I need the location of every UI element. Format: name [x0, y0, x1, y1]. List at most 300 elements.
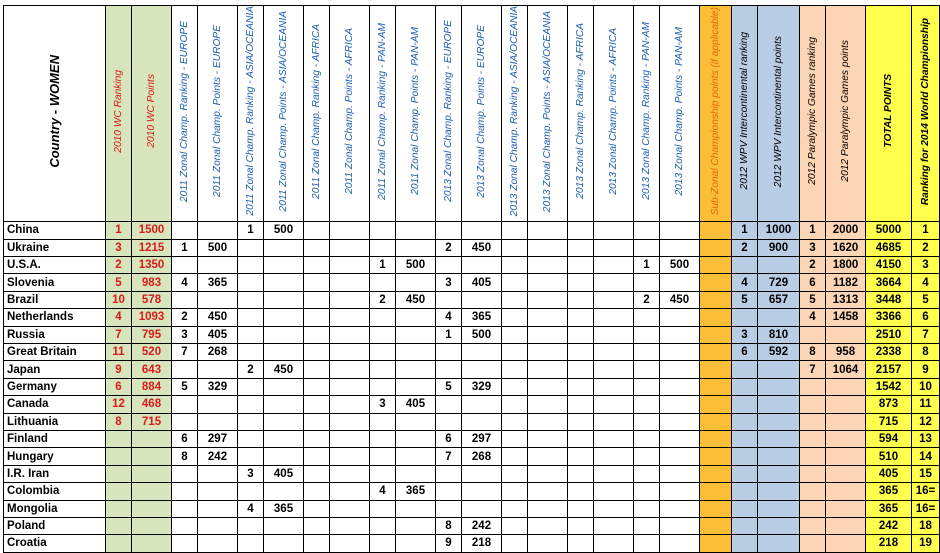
header-wc-rank: [106, 6, 132, 222]
para-rank-cell: 6: [800, 274, 826, 291]
total-cell: 2510: [866, 326, 912, 343]
wpv-rank-cell: [732, 378, 758, 395]
z11-pa-points-cell: [396, 517, 436, 534]
wpv-points-cell: 900: [758, 239, 800, 256]
z13-ao-rank-cell: [502, 430, 528, 447]
z11-eu-points-cell: 297: [198, 430, 238, 447]
z13-af-rank-cell: [568, 309, 594, 326]
z11-ao-rank-cell: [238, 535, 264, 552]
z13-af-points-cell: [594, 222, 634, 239]
z11-ao-points-cell: [264, 326, 304, 343]
z11-af-points-cell: [330, 222, 370, 239]
wpv-points-cell: 810: [758, 326, 800, 343]
para-rank-cell: 1: [800, 222, 826, 239]
z11-af-rank-cell: [304, 257, 330, 274]
z11-af-points-cell: [330, 483, 370, 500]
z11-af-points-cell: [330, 326, 370, 343]
z13-af-rank-cell: [568, 257, 594, 274]
z11-eu-rank-cell: 6: [172, 430, 198, 447]
subzonal-cell: [700, 465, 732, 482]
z11-ao-rank-cell: [238, 274, 264, 291]
z11-ao-rank-cell: 1: [238, 222, 264, 239]
wpv-points-cell: 729: [758, 274, 800, 291]
z13-eu-points-cell: [462, 465, 502, 482]
z13-af-points-cell: [594, 361, 634, 378]
z13-af-points-cell: [594, 291, 634, 308]
wc-rank-cell: [106, 465, 132, 482]
wpv-points-cell: [758, 309, 800, 326]
country-cell: Mongolia: [4, 500, 106, 517]
para-points-cell: 1800: [826, 257, 866, 274]
wpv-points-cell: [758, 517, 800, 534]
para-points-cell: [826, 326, 866, 343]
header-ranking: [912, 6, 940, 222]
header-z11-eu-rank-label: 2011 Zonal Champ. Ranking - EUROPE: [179, 20, 190, 202]
wpv-points-cell: [758, 413, 800, 430]
para-rank-cell: 5: [800, 291, 826, 308]
z11-af-rank-cell: [304, 274, 330, 291]
header-z13-af-points: [594, 6, 634, 222]
z11-pa-rank-cell: [370, 239, 396, 256]
z11-pa-points-cell: [396, 500, 436, 517]
para-rank-cell: [800, 448, 826, 465]
z11-pa-rank-cell: 2: [370, 291, 396, 308]
z11-eu-rank-cell: [172, 535, 198, 552]
z13-af-points-cell: [594, 430, 634, 447]
z11-pa-points-cell: [396, 326, 436, 343]
para-points-cell: 1620: [826, 239, 866, 256]
ranking-cell: 4: [912, 274, 940, 291]
z11-ao-rank-cell: [238, 378, 264, 395]
header-z11-af-rank: [304, 6, 330, 222]
header-total-label: TOTAL POINTS: [883, 74, 894, 148]
header-wc-points: [132, 6, 172, 222]
z13-pa-points-cell: [660, 326, 700, 343]
z13-pa-rank-cell: 2: [634, 291, 660, 308]
wc-rank-cell: 8: [106, 413, 132, 430]
z13-af-points-cell: [594, 239, 634, 256]
z13-eu-rank-cell: 6: [436, 430, 462, 447]
z13-eu-points-cell: [462, 500, 502, 517]
header-wpv-points: [758, 6, 800, 222]
z11-pa-rank-cell: [370, 517, 396, 534]
z13-ao-points-cell: [528, 500, 568, 517]
wpv-rank-cell: [732, 396, 758, 413]
subzonal-cell: [700, 413, 732, 430]
table-row: [4, 222, 940, 239]
z13-af-rank-cell: [568, 500, 594, 517]
z11-eu-points-cell: [198, 500, 238, 517]
header-z13-pa-points: [660, 6, 700, 222]
wc-points-cell: 715: [132, 413, 172, 430]
total-cell: 4685: [866, 239, 912, 256]
z11-af-points-cell: [330, 500, 370, 517]
z13-eu-points-cell: 297: [462, 430, 502, 447]
z13-pa-rank-cell: [634, 500, 660, 517]
z13-pa-points-cell: [660, 500, 700, 517]
para-rank-cell: [800, 535, 826, 552]
z13-pa-points-cell: [660, 222, 700, 239]
z13-eu-rank-cell: 7: [436, 448, 462, 465]
z13-eu-points-cell: [462, 257, 502, 274]
z13-pa-rank-cell: [634, 361, 660, 378]
z13-ao-points-cell: [528, 448, 568, 465]
subzonal-cell: [700, 500, 732, 517]
z11-af-points-cell: [330, 517, 370, 534]
subzonal-cell: [700, 378, 732, 395]
z13-ao-rank-cell: [502, 257, 528, 274]
z13-pa-rank-cell: [634, 465, 660, 482]
z13-eu-rank-cell: 4: [436, 309, 462, 326]
z11-pa-rank-cell: [370, 500, 396, 517]
table-header: [4, 6, 940, 222]
z11-pa-points-cell: [396, 448, 436, 465]
z13-ao-points-cell: [528, 239, 568, 256]
header-z13-pa-points-label: 2013 Zonal Champ. Points - PAN-AM: [674, 26, 685, 196]
para-points-cell: [826, 430, 866, 447]
wc-rank-cell: [106, 500, 132, 517]
z11-eu-points-cell: 329: [198, 378, 238, 395]
total-cell: 3366: [866, 309, 912, 326]
z11-af-points-cell: [330, 535, 370, 552]
z13-af-points-cell: [594, 378, 634, 395]
z13-ao-points-cell: [528, 257, 568, 274]
z11-pa-points-cell: [396, 239, 436, 256]
z13-af-points-cell: [594, 257, 634, 274]
z11-af-points-cell: [330, 344, 370, 361]
wc-points-cell: 520: [132, 344, 172, 361]
subzonal-cell: [700, 483, 732, 500]
z13-ao-points-cell: [528, 465, 568, 482]
country-cell: I.R. Iran: [4, 465, 106, 482]
header-z13-pa-rank: [634, 6, 660, 222]
total-cell: 873: [866, 396, 912, 413]
z13-eu-rank-cell: [436, 483, 462, 500]
ranking-cell: 2: [912, 239, 940, 256]
wpv-rank-cell: [732, 483, 758, 500]
header-z11-ao-points: [264, 6, 304, 222]
wc-points-cell: 983: [132, 274, 172, 291]
z11-ao-points-cell: [264, 309, 304, 326]
header-wpv-rank: [732, 6, 758, 222]
country-cell: Ukraine: [4, 239, 106, 256]
z13-ao-rank-cell: [502, 413, 528, 430]
header-z13-ao-rank: [502, 6, 528, 222]
z13-ao-points-cell: [528, 535, 568, 552]
z11-pa-points-cell: 500: [396, 257, 436, 274]
z13-af-rank-cell: [568, 222, 594, 239]
header-z11-eu-points-label: 2011 Zonal Champ. Points - EUROPE: [212, 25, 223, 198]
z11-ao-points-cell: [264, 413, 304, 430]
z11-ao-points-cell: [264, 448, 304, 465]
z13-eu-rank-cell: 3: [436, 274, 462, 291]
z11-ao-points-cell: [264, 257, 304, 274]
z11-pa-points-cell: [396, 535, 436, 552]
header-z13-pa-rank-label: 2013 Zonal Champ. Ranking - PAN-AM: [641, 22, 652, 200]
z13-pa-rank-cell: [634, 274, 660, 291]
z11-af-points-cell: [330, 274, 370, 291]
z13-pa-points-cell: [660, 413, 700, 430]
z13-ao-rank-cell: [502, 535, 528, 552]
z13-pa-rank-cell: [634, 222, 660, 239]
wc-points-cell: [132, 517, 172, 534]
ranking-cell: 14: [912, 448, 940, 465]
z13-pa-rank-cell: [634, 378, 660, 395]
total-cell: 4150: [866, 257, 912, 274]
z13-eu-points-cell: [462, 291, 502, 308]
z13-ao-points-cell: [528, 309, 568, 326]
z13-ao-rank-cell: [502, 517, 528, 534]
z13-eu-points-cell: [462, 396, 502, 413]
header-para-points-label: 2012 Paralympic Games points: [840, 40, 851, 182]
wpv-points-cell: [758, 483, 800, 500]
z11-pa-rank-cell: [370, 413, 396, 430]
z11-eu-rank-cell: 3: [172, 326, 198, 343]
z11-ao-rank-cell: [238, 517, 264, 534]
z11-ao-rank-cell: [238, 291, 264, 308]
wc-points-cell: 1215: [132, 239, 172, 256]
wpv-points-cell: 657: [758, 291, 800, 308]
subzonal-cell: [700, 309, 732, 326]
z11-ao-rank-cell: [238, 239, 264, 256]
wpv-points-cell: [758, 257, 800, 274]
header-z11-pa-rank-label: 2011 Zonal Champ. Ranking - PAN-AM: [377, 22, 388, 200]
header-row: [4, 6, 940, 222]
para-rank-cell: 8: [800, 344, 826, 361]
wc-rank-cell: [106, 535, 132, 552]
z11-af-points-cell: [330, 257, 370, 274]
z13-ao-rank-cell: [502, 274, 528, 291]
para-points-cell: 1313: [826, 291, 866, 308]
country-cell: Great Britain: [4, 344, 106, 361]
z13-ao-rank-cell: [502, 465, 528, 482]
z13-pa-points-cell: [660, 378, 700, 395]
z13-af-rank-cell: [568, 378, 594, 395]
z13-pa-rank-cell: [634, 413, 660, 430]
z13-pa-points-cell: [660, 517, 700, 534]
ranking-cell: 12: [912, 413, 940, 430]
z11-pa-points-cell: 405: [396, 396, 436, 413]
para-rank-cell: [800, 378, 826, 395]
z13-eu-points-cell: 500: [462, 326, 502, 343]
table-row: [4, 535, 940, 552]
z11-pa-points-cell: [396, 309, 436, 326]
wpv-rank-cell: 1: [732, 222, 758, 239]
z13-af-rank-cell: [568, 517, 594, 534]
wpv-rank-cell: [732, 448, 758, 465]
z13-ao-rank-cell: [502, 239, 528, 256]
z11-ao-points-cell: [264, 274, 304, 291]
z11-eu-points-cell: 405: [198, 326, 238, 343]
wpv-rank-cell: [732, 465, 758, 482]
z11-eu-points-cell: 365: [198, 274, 238, 291]
header-z13-af-points-label: 2013 Zonal Champ. Points - AFRICA: [608, 27, 619, 195]
z13-af-rank-cell: [568, 448, 594, 465]
z11-af-rank-cell: [304, 309, 330, 326]
ranking-cell: 8: [912, 344, 940, 361]
z13-ao-rank-cell: [502, 344, 528, 361]
para-rank-cell: 3: [800, 239, 826, 256]
z13-af-points-cell: [594, 465, 634, 482]
z13-ao-points-cell: [528, 517, 568, 534]
z13-ao-points-cell: [528, 274, 568, 291]
z11-pa-rank-cell: 4: [370, 483, 396, 500]
z11-eu-points-cell: [198, 517, 238, 534]
z13-ao-rank-cell: [502, 396, 528, 413]
z13-ao-rank-cell: [502, 361, 528, 378]
z11-eu-points-cell: [198, 465, 238, 482]
z11-eu-rank-cell: 8: [172, 448, 198, 465]
z13-af-rank-cell: [568, 396, 594, 413]
z11-ao-points-cell: [264, 430, 304, 447]
z11-ao-points-cell: [264, 535, 304, 552]
z11-af-points-cell: [330, 413, 370, 430]
z13-eu-points-cell: 242: [462, 517, 502, 534]
z11-eu-points-cell: [198, 483, 238, 500]
z13-eu-points-cell: [462, 361, 502, 378]
z11-pa-points-cell: 450: [396, 291, 436, 308]
wpv-rank-cell: 6: [732, 344, 758, 361]
wpv-points-cell: [758, 465, 800, 482]
z13-af-points-cell: [594, 309, 634, 326]
z13-pa-rank-cell: [634, 239, 660, 256]
table-row: [4, 344, 940, 361]
header-subzonal: [700, 6, 732, 222]
z11-ao-rank-cell: 3: [238, 465, 264, 482]
z13-af-rank-cell: [568, 344, 594, 361]
z11-af-points-cell: [330, 291, 370, 308]
wc-rank-cell: [106, 448, 132, 465]
z11-pa-rank-cell: [370, 465, 396, 482]
country-cell: Lithuania: [4, 413, 106, 430]
subzonal-cell: [700, 535, 732, 552]
table-row: [4, 274, 940, 291]
wpv-rank-cell: 5: [732, 291, 758, 308]
total-cell: 715: [866, 413, 912, 430]
country-cell: Croatia: [4, 535, 106, 552]
para-points-cell: 1182: [826, 274, 866, 291]
wc-rank-cell: 2: [106, 257, 132, 274]
z13-af-rank-cell: [568, 326, 594, 343]
z11-eu-points-cell: [198, 396, 238, 413]
z11-ao-points-cell: [264, 483, 304, 500]
para-points-cell: 2000: [826, 222, 866, 239]
z11-af-points-cell: [330, 396, 370, 413]
z13-af-points-cell: [594, 483, 634, 500]
table-row: [4, 239, 940, 256]
wc-rank-cell: [106, 483, 132, 500]
ranking-cell: 10: [912, 378, 940, 395]
para-rank-cell: [800, 326, 826, 343]
z13-ao-points-cell: [528, 430, 568, 447]
z11-ao-points-cell: [264, 378, 304, 395]
header-z11-eu-rank: [172, 6, 198, 222]
wc-points-cell: 1093: [132, 309, 172, 326]
wc-points-cell: [132, 465, 172, 482]
z11-eu-rank-cell: [172, 257, 198, 274]
z11-ao-points-cell: 365: [264, 500, 304, 517]
subzonal-cell: [700, 517, 732, 534]
z11-pa-rank-cell: [370, 448, 396, 465]
z13-ao-points-cell: [528, 396, 568, 413]
total-cell: 5000: [866, 222, 912, 239]
z13-pa-points-cell: [660, 465, 700, 482]
ranking-cell: 13: [912, 430, 940, 447]
wc-points-cell: 468: [132, 396, 172, 413]
para-rank-cell: [800, 517, 826, 534]
z11-ao-rank-cell: [238, 396, 264, 413]
z13-eu-rank-cell: [436, 500, 462, 517]
z11-ao-rank-cell: [238, 448, 264, 465]
z13-ao-rank-cell: [502, 222, 528, 239]
z11-af-rank-cell: [304, 430, 330, 447]
wpv-points-cell: 592: [758, 344, 800, 361]
z11-pa-rank-cell: [370, 430, 396, 447]
z13-pa-rank-cell: [634, 535, 660, 552]
z13-ao-points-cell: [528, 344, 568, 361]
header-z11-pa-points-label: 2011 Zonal Champ. Points - PAN-AM: [410, 27, 421, 196]
table-row: [4, 500, 940, 517]
z13-eu-rank-cell: [436, 222, 462, 239]
table-row: [4, 430, 940, 447]
z13-af-rank-cell: [568, 535, 594, 552]
wpv-points-cell: [758, 396, 800, 413]
header-para-rank-label: 2012 Paralympic Games ranking: [807, 37, 818, 186]
header-z13-eu-rank-label: 2013 Zonal Champ. Ranking - EUROPE: [443, 20, 454, 203]
header-para-rank: [800, 6, 826, 222]
z11-af-rank-cell: [304, 396, 330, 413]
z11-af-points-cell: [330, 239, 370, 256]
total-cell: 1542: [866, 378, 912, 395]
wc-rank-cell: 9: [106, 361, 132, 378]
subzonal-cell: [700, 291, 732, 308]
ranking-cell: 6: [912, 309, 940, 326]
table-row: [4, 465, 940, 482]
total-cell: 365: [866, 483, 912, 500]
wpv-points-cell: 1000: [758, 222, 800, 239]
z11-pa-rank-cell: [370, 378, 396, 395]
para-points-cell: [826, 396, 866, 413]
total-cell: 365: [866, 500, 912, 517]
z13-af-points-cell: [594, 344, 634, 361]
z11-pa-rank-cell: [370, 222, 396, 239]
header-z11-af-rank-label: 2011 Zonal Champ. Ranking - AFRICA: [311, 23, 322, 199]
wc-rank-cell: 10: [106, 291, 132, 308]
header-ranking-label: Ranking for 2014 World Championship: [920, 17, 931, 205]
header-z11-eu-points: [198, 6, 238, 222]
z13-ao-rank-cell: [502, 326, 528, 343]
total-cell: 2157: [866, 361, 912, 378]
wc-points-cell: 643: [132, 361, 172, 378]
z11-pa-points-cell: [396, 222, 436, 239]
total-cell: 2338: [866, 344, 912, 361]
wc-rank-cell: [106, 430, 132, 447]
para-rank-cell: [800, 396, 826, 413]
z11-af-rank-cell: [304, 291, 330, 308]
z13-af-rank-cell: [568, 239, 594, 256]
z13-eu-points-cell: [462, 344, 502, 361]
wc-rank-cell: 1: [106, 222, 132, 239]
ranking-cell: 9: [912, 361, 940, 378]
header-subzonal-label: Sub-Zonal Championship points (if applicable): [710, 6, 721, 216]
country-cell: Poland: [4, 517, 106, 534]
subzonal-cell: [700, 361, 732, 378]
para-points-cell: [826, 483, 866, 500]
country-cell: Colombia: [4, 483, 106, 500]
z13-ao-points-cell: [528, 326, 568, 343]
header-z11-ao-rank-label: 2011 Zonal Champ. Ranking - ASIA/OCEANIA: [245, 6, 256, 216]
z11-ao-points-cell: [264, 239, 304, 256]
